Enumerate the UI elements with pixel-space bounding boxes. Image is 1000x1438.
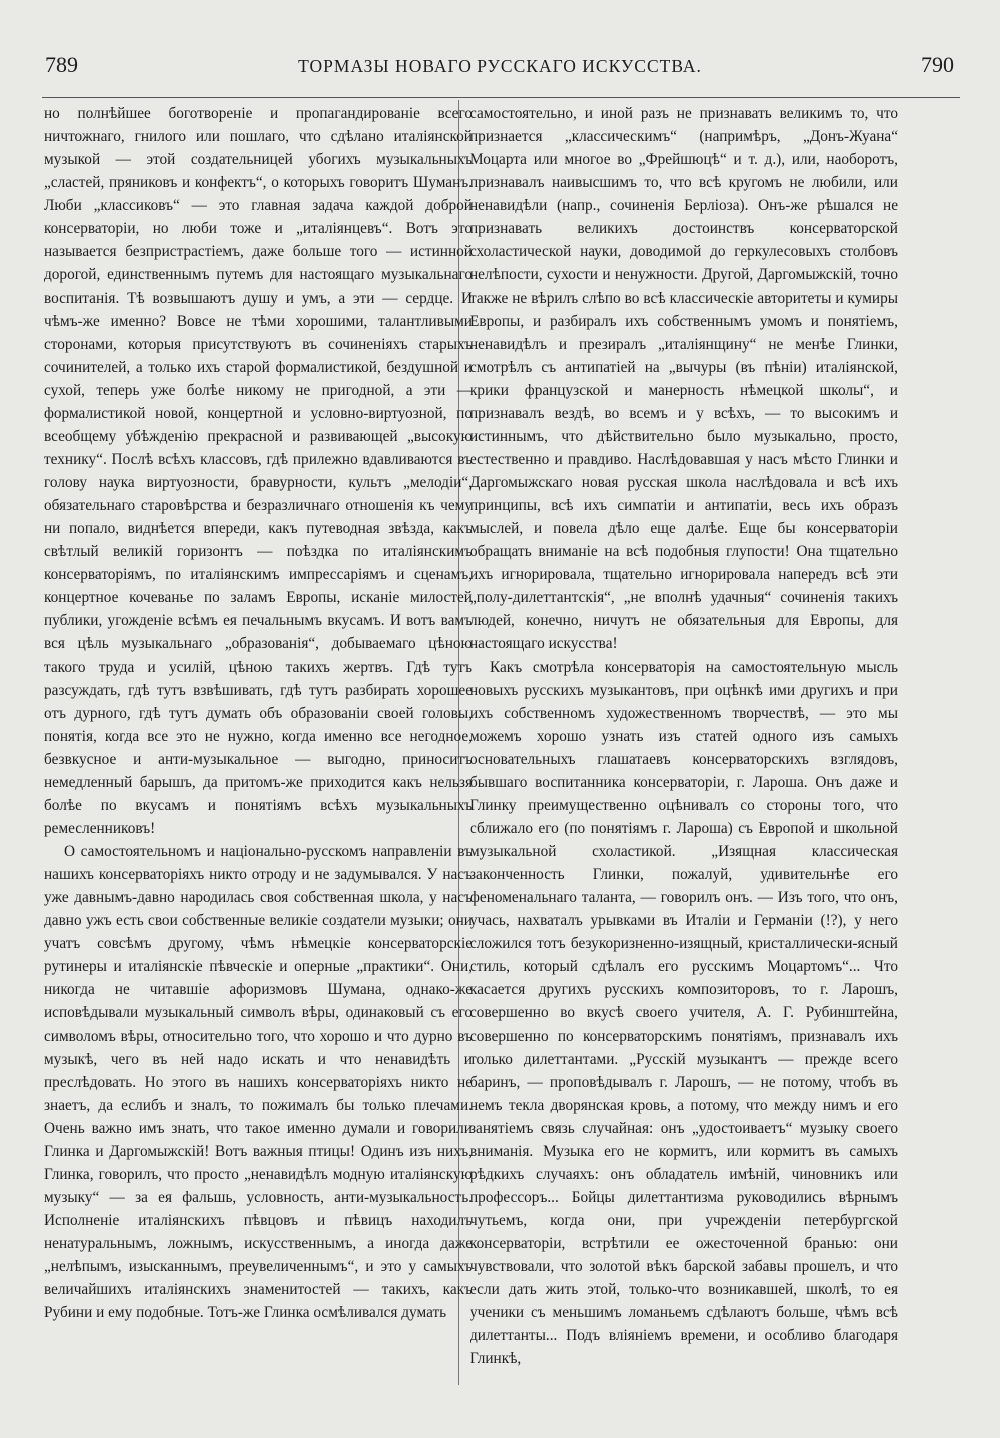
page-number-left: 789 — [45, 52, 78, 77]
left-column — [44, 102, 472, 1324]
paragraph: Какъ смотрѣла консерваторія на самостоятельную мысль новыхъ русскихъ музыкантовъ, при оцѣнкѣ ими другихъ и при ихъ собственномъ художественномъ творчествѣ, — это мы можемъ хорошо узнать изъ статей одного изъ самыхъ основательныхъ глашатаевъ консерваторскихъ взглядовъ, бывшаго воспитанника консерваторіи, г. Лароша. Онъ даже и Глинку преимущественно оцѣнивалъ со стороны того, что сближало его (по понятіямъ г. Лароша) съ Европой и школьной музыкальной схоластикой. „Изящная классическая законченность Глинки, пожалуй, удивительнѣе его феноменальнаго таланта, — говорилъ онъ. — Изъ того, что онъ, учась, нахваталъ урывками въ Италіи и Германіи (!?), у него сложился тотъ безукоризненно-изящный, кристаллически-ясный стиль, который сдѣлалъ его русскимъ Моцартомъ“... Что касается другихъ русскихъ композиторовъ, то г. Ларошъ, совершенно во вкусѣ своего учителя, А. Г. Рубинштейна, совершенно по консерваторскимъ понятіямъ, признавалъ ихъ только дилеттантами. „Русскій музыкантъ — прежде всего баринъ, — проповѣдывалъ г. Ларошъ, — не потому, чтобъ въ немъ текла дворянская кровь, а потому, что между нимъ и его занятіемъ связь случайная: онъ „удостоиваетъ“ музыку своего вниманія. Музыка его не кормитъ, или кормитъ въ самыхъ рѣдкихъ случаяхъ: онъ обладатель имѣній, чиновникъ или профессоръ... Бойцы дилеттантизма руководились вѣрнымъ чутьемъ, когда они, при учрежденіи петербургской консерваторіи, встрѣтили ее ожесточенной бранью: они чувствовали, что золотой вѣкъ барской забавы прошелъ, и что если дать жить этой, только-что возникавшей, школѣ, то ея ученики съ меньшимъ ломаньемъ сдѣлаютъ больше, чѣмъ всѣ дилеттанты... Подъ вліяніемъ времени, и особливо благодаря Глинкѣ, — [470, 658, 898, 1368]
paragraph: О самостоятельномъ и національно-русскомъ направленіи въ нашихъ консерваторіяхъ никто отроду и не задумывался. У насъ уже давнымъ-давно народилась своя собственная школа, у насъ давно ужъ есть свои собственные великіе создатели музыки; они учатъ совсѣмъ другому, чѣмъ нѣмецкіе консерваторскіе рутинеры и италіянскіе пѣвческіе и оперные „практики“. Они, никогда не читавшіе афоризмовъ Шумана, однако-же исповѣдывали музыкальный символъ вѣры, одинаковый съ его символомъ вѣры, относительно того, что хорошо и что дурно въ музыкѣ, чего въ ней надо искать и что ненавидѣть и преслѣдовать. Но этого въ нашихъ консерваторіяхъ никто не знаетъ, да еслибъ и зналъ, то пожималъ бы только плечами. Очень важно имъ знать, что такое именно думали и говорили Глинка и Даргомыжскій! Вотъ важныя птицы! Одинъ изъ нихъ, Глинка, говорилъ, что просто „ненавидѣлъ модную италіянскую музыку“ — за ея фальшь, условность, анти-музыкальность. Исполненіе италіянскихъ пѣвцовъ и пѣвицъ находилъ ненатуральнымъ, ложнымъ, искусственнымъ, а иногда даже „нелѣпымъ, изысканнымъ, преувеличеннымъ“, и это у самыхъ величайшихъ италіянскихъ знаменитостей — такихъ, какъ Рубини и ему подобные. Тотъ-же Глинка осмѣливался думать — [44, 843, 472, 1322]
page-number-right: 790 — [921, 52, 954, 77]
paragraph: но полнѣйшее боготвореніе и пропагандированіе всего ничтожнаго, гнилого или пошлаго, что сдѣлано италіянской музыкой — этой создательницей убогихъ музыкальныхъ „сластей, пряниковъ и конфектъ“, о которыхъ говоритъ Шуманъ. Люби „классиковъ“ — это главная задача каждой доброй консерваторіи, но люби тоже и „италіянцевъ“. Вотъ это называется безпристрастіемъ, даже больше того — истинной дорогой, единственнымъ путемъ для настоящаго музыкальнаго воспитанія. Тѣ возвышаютъ душу и умъ, а эти — сердце. И чѣмъ-же именно? Вовсе не тѣми хорошими, талантливыми сторонами, которыя присутствуютъ въ сочиненіяхъ старыхъ сочинителей, а только ихъ старой формалистикой, бездушной и сухой, теперь уже болѣе никому не пригодной, а эти — формалистикой новой, концертной и условно-виртуозной, по всеобщему убѣжденію прекрасной и развивающей „высокую технику“. Послѣ всѣхъ классовъ, гдѣ прилежно вдавливаются въ голову наука виртуозности, бравурности, культъ „мелодіи“, обязательнаго старовѣрства и безразличнаго отношенія къ чему ни попало, виднѣется впереди, какъ путеводная звѣзда, какъ свѣтлый великій горизонтъ — поѣздка по италіянскимъ консерваторіямъ, по италіянскимъ импрессаріямъ и сценамъ, концертное кочеванье по заламъ Европы, исканіе милостей публики, угожденіе всѣмъ ея печальнымъ вкусамъ. И вотъ вамъ вся цѣль музыкальнаго „образованія“, добываемаго цѣною такого труда и усилій, цѣною такихъ жертвъ. Гдѣ тутъ разсуждать, гдѣ тутъ взвѣшивать, гдѣ тутъ разбирать хорошее отъ дурного, гдѣ тутъ думать объ образованіи своей головы, понятія, когда все это не нужно, когда именно все негодное, безвкусное и анти-музыкальное — выгодно, приноситъ немедленный барышъ, да притомъ-же приходится какъ нельзя болѣе по вкусамъ и понятіямъ всѣхъ музыкальныхъ ремесленниковъ! — [44, 105, 472, 837]
running-title: ТОРМАЗЫ НОВАГО РУССКАГО ИСКУССТВА. — [298, 56, 702, 76]
page-header — [40, 52, 960, 82]
paragraph: самостоятельно, и иной разъ не признавать великимъ то, что признается „классическимъ“ (напримѣръ, „Донъ-Жуана“ Моцарта или многое во „Фрейшюцѣ“ и т. д.), или, наоборотъ, признавалъ наивысшимъ то, что всѣ кругомъ не любили, или ненавидѣли (напр., сочиненія Берліоза). Онъ-же рѣшался не признавать великихъ достоинствъ консерваторской схоластической науки, доводимой до геркулесовыхъ столбовъ нелѣпости, сухости и ненужности. Другой, Даргомыжскій, точно также не вѣрилъ слѣпо во всѣ классическіе авторитеты и кумиры Европы, и разбиралъ ихъ собственнымъ умомъ и понятіемъ, ненавидѣлъ и презиралъ „италіянщину“ не менѣе Глинки, смотрѣлъ съ антипатіей на „вычуры (въ пѣніи) италіянской, крики французской и манерность нѣмецкой школы“, и признавалъ вездѣ, во всемъ и у всѣхъ, — то высокимъ и истиннымъ, что дѣйствительно было музыкально, просто, естественно и правдиво. Наслѣдовавшая у насъ мѣсто Глинки и Даргомыжскаго новая русская школа наслѣдовала и всѣ ихъ принципы, всѣ ихъ симпатіи и антипатіи, весь ихъ образъ мыслей, и повела дѣло еще далѣе. Еще бы консерваторіи обращать вниманіе на всѣ подобныя глупости! Она тщательно ихъ игнорировала, тщательно игнорировала напередъ всѣ эти „полу-дилеттантскія“, „не вполнѣ удачныя“ сочиненія такихъ людей, конечно, ничутъ не обязательныя для Европы, для настоящаго искусства! — [470, 105, 898, 653]
header-rule — [42, 97, 960, 98]
right-column — [470, 102, 898, 1370]
